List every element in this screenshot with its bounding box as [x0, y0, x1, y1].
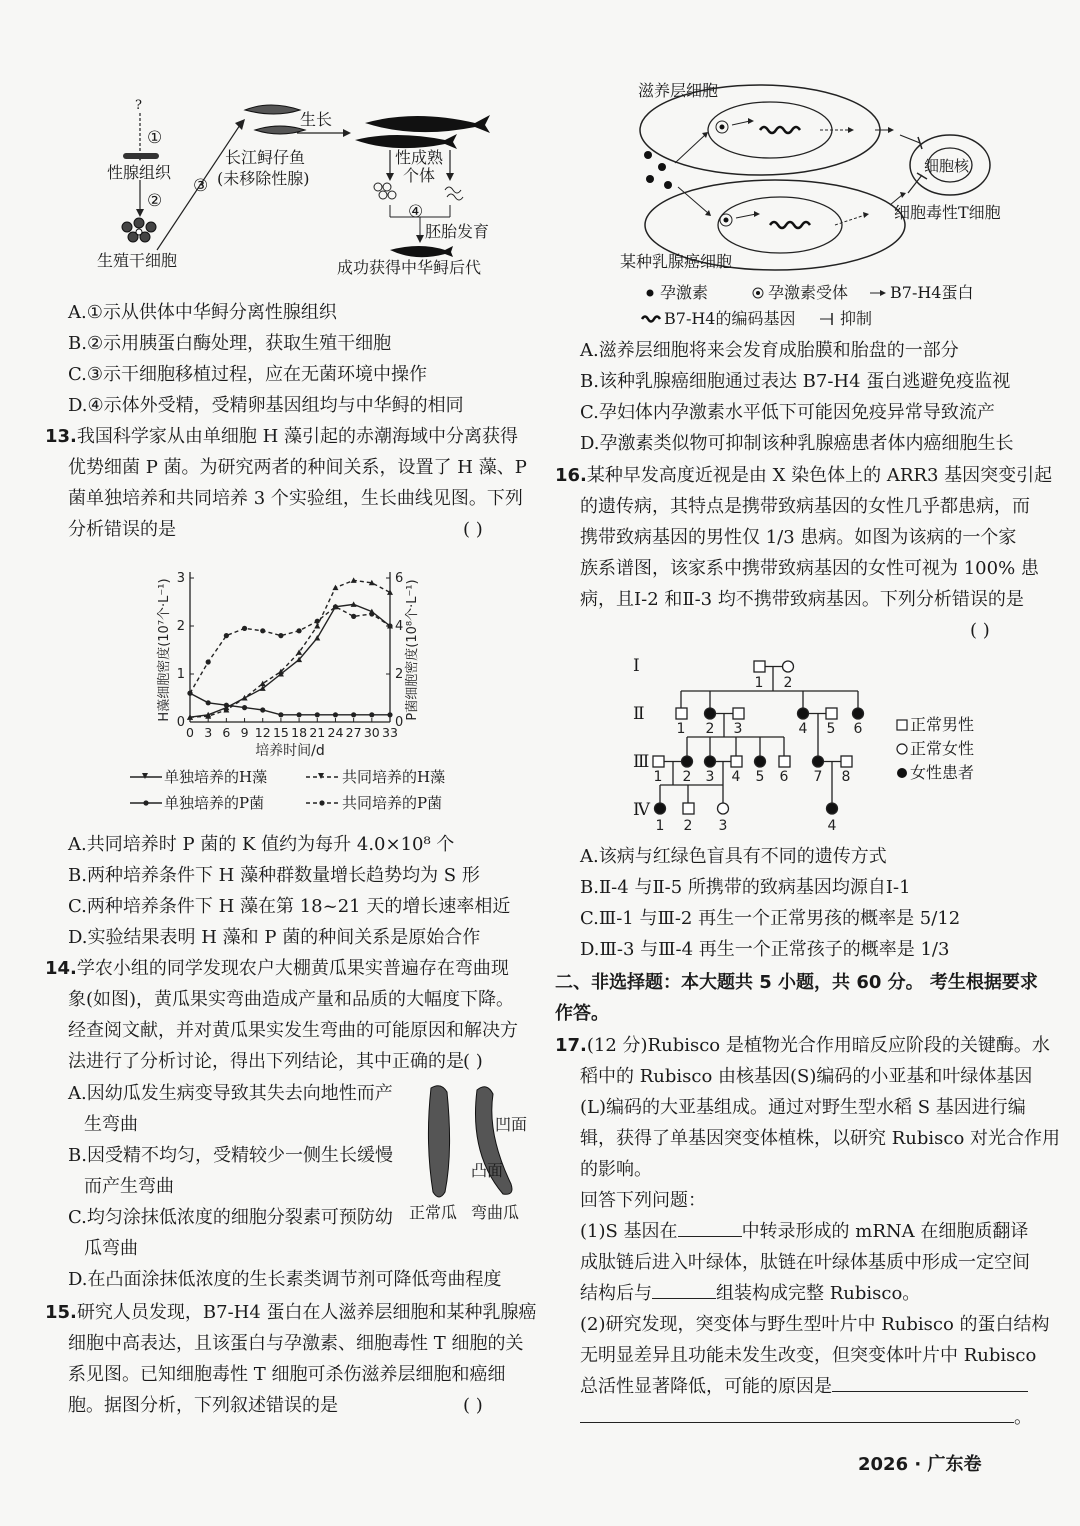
q13-option-c: C.两种培养条件下 H 藻在第 18~21 天的增长速率相近 — [68, 896, 511, 917]
q14-bent-label: 弯曲瓜 — [471, 1203, 520, 1222]
q12-question-mark: ? — [135, 98, 142, 113]
q14-cucumber-figure — [405, 1080, 535, 1230]
series-point-3 — [206, 659, 211, 664]
series-point-1 — [332, 585, 338, 591]
legend-co-p: 共同培养的P菌 — [342, 794, 443, 812]
svg-text:2: 2 — [705, 721, 715, 737]
legend-solo-p: 单独培养的P菌 — [164, 794, 265, 812]
q17-line-4: 辑，获得了单基因突变体植株，以研究 Rubisco 对光合作用 — [580, 1128, 1061, 1149]
series-point-2 — [260, 707, 265, 712]
svg-text:3: 3 — [718, 818, 728, 834]
q15-option-d: D.孕激素类似物可抑制该种乳腺癌患者体内癌细胞生长 — [580, 433, 1014, 454]
x-tick-label: 27 — [345, 725, 362, 740]
q17-p1a: (1)S 基因在 — [580, 1221, 678, 1242]
q15-number: 15. — [45, 1302, 77, 1323]
q14-option-c-cont: 瓜弯曲 — [84, 1238, 138, 1259]
q13-line-3: 菌单独培养和共同培养 3 个实验组，生长曲线见图。下列 — [68, 488, 523, 509]
svg-text:5: 5 — [755, 769, 765, 785]
q17-stem — [555, 1030, 1061, 1433]
q15-stem — [45, 1297, 535, 1421]
svg-text:3: 3 — [705, 769, 715, 785]
q13-stem — [45, 421, 535, 545]
svg-text:7: 7 — [813, 769, 823, 785]
q17-line-6: 回答下列问题： — [580, 1190, 706, 1211]
svg-text:6: 6 — [853, 721, 863, 737]
q17-p2a: (2)研究发现，突变体与野生型叶片中 Rubisco 的蛋白结构 — [580, 1314, 1050, 1335]
q12-mature-label-2: 个体 — [403, 166, 436, 185]
q13-answer-paren: ( ) — [463, 519, 483, 540]
series-point-3 — [224, 633, 229, 638]
y-axis-label-right: P菌细胞密度(10⁸个·L⁻¹) — [405, 579, 420, 721]
y-tick-label-left: 3 — [176, 571, 185, 586]
series-point-1 — [387, 589, 393, 595]
x-tick-label: 0 — [186, 725, 194, 740]
section-2-line-2: 作答。 — [555, 1003, 609, 1024]
troph-cell-label: 滋养层细胞 — [638, 81, 719, 100]
legend-female-patient: 女性患者 — [910, 763, 975, 782]
y-tick-label-left: 1 — [176, 667, 185, 682]
q12-step-2: ② — [147, 191, 163, 211]
q15-line-4: 胞。据图分析，下列叙述错误的是 — [68, 1395, 338, 1416]
q14-option-b-cont: 而产生弯曲 — [84, 1176, 174, 1197]
series-point-2 — [242, 705, 247, 710]
series-point-3 — [333, 604, 338, 609]
legend-normal-female: 正常女性 — [910, 739, 975, 758]
svg-text:1: 1 — [655, 818, 665, 834]
q15-figure — [620, 75, 1040, 335]
q12-gonad-label: 性腺组织 — [107, 163, 172, 182]
y-tick-label-right: 0 — [395, 715, 404, 730]
q17-blank-3[interactable] — [832, 1373, 1028, 1392]
q17-p2c: 总活性显著降低，可能的原因是 — [580, 1376, 832, 1397]
q15-line-3: 系见图。已知细胞毒性 T 细胞可杀伤滋养层细胞和癌细 — [68, 1364, 506, 1385]
x-tick-label: 24 — [327, 725, 344, 740]
q13-option-a: A.共同培养时 P 菌的 K 值约为每升 4.0×10⁸ 个 — [68, 834, 455, 855]
q13-chart-svg — [120, 560, 450, 775]
q16-stem — [555, 460, 1055, 646]
svg-text:5: 5 — [826, 721, 836, 737]
series-point-2 — [387, 712, 392, 717]
q14-normal-label: 正常瓜 — [409, 1203, 458, 1222]
q16-option-a: A.该病与红绿色盲具有不同的遗传方式 — [580, 846, 887, 867]
y-tick-label-right: 6 — [395, 571, 404, 586]
q14-line-2: 象(如图)，黄瓜果实弯曲造成产量和品质的大幅度下降。 — [68, 989, 515, 1010]
series-point-3 — [387, 623, 392, 628]
q16-options — [580, 841, 1050, 965]
tcell-label: 细胞毒性T细胞 — [894, 203, 1001, 222]
q13-option-d: D.实验结果表明 H 藻和 P 菌的种间关系是原始合作 — [68, 927, 481, 948]
series-point-0 — [314, 635, 320, 641]
gen-label-1: Ⅰ — [633, 656, 640, 676]
q16-line-1: 某种早发高度近视是由 X 染色体上的 ARR3 基因突变引起 — [586, 465, 1053, 486]
section-2-line-1: 二、非选择题：本大题共 5 小题，共 60 分。 考生根据要求 — [555, 972, 1038, 993]
legend-solo-h: 单独培养的H藻 — [164, 768, 268, 786]
q17-line-1: (12 分)Rubisco 是植物光合作用暗反应阶段的关键酶。水 — [586, 1035, 1050, 1056]
svg-text:1: 1 — [653, 769, 663, 785]
legend-inhibit: 抑制 — [840, 309, 873, 328]
svg-text:2: 2 — [683, 818, 693, 834]
x-tick-label: 15 — [272, 725, 289, 740]
q12-step-1: ① — [147, 128, 163, 148]
x-tick-label: 6 — [222, 725, 231, 740]
series-point-2 — [333, 712, 338, 717]
svg-text:4: 4 — [731, 769, 741, 785]
pedigree-legend — [895, 713, 1015, 793]
q12-fry-label: 长江鲟仔鱼 — [225, 148, 306, 167]
svg-text:8: 8 — [841, 769, 851, 785]
series-point-1 — [242, 695, 248, 701]
q15-options — [580, 335, 1050, 459]
q13-line-2: 优势细菌 P 菌。为研究两者的种间关系，设置了 H 藻、P — [68, 457, 527, 478]
x-tick-label: 21 — [309, 725, 326, 740]
y-axis-label-left: H藻细胞密度(10⁷个·L⁻¹) — [157, 578, 172, 722]
svg-text:3: 3 — [733, 721, 743, 737]
series-point-2 — [296, 712, 301, 717]
y-tick-label-left: 0 — [176, 715, 185, 730]
y-tick-label-right: 4 — [395, 619, 404, 634]
q12-germ-cell-label: 生殖干细胞 — [97, 251, 178, 270]
gen-label-2: Ⅱ — [633, 704, 645, 724]
legend-b7h4-gene: B7-H4的编码基因 — [664, 309, 796, 328]
q16-number: 16. — [555, 465, 587, 486]
x-tick-label: 12 — [254, 725, 271, 740]
series-point-2 — [224, 703, 229, 708]
q17-p1e: 组装构成完整 Rubisco。 — [716, 1283, 921, 1304]
series-point-3 — [351, 614, 356, 619]
svg-text:1: 1 — [754, 675, 764, 691]
svg-text:4: 4 — [798, 721, 808, 737]
q15-line-2: 细胞中高表达，且该蛋白与孕激素、细胞毒性 T 细胞的关 — [68, 1333, 524, 1354]
q12-options — [68, 297, 538, 421]
y-tick-label-right: 2 — [395, 667, 404, 682]
q16-answer-paren: ( ) — [970, 620, 990, 641]
nucleus-label: 细胞核 — [924, 157, 970, 175]
q16-line-4: 族系谱图，该家系中携带致病基因的女性可视为 100% 患 — [580, 558, 1039, 579]
q16-line-3: 携带致病基因的男性仅 1/3 患病。如图为该病的一个家 — [580, 527, 1017, 548]
q15-answer-paren: ( ) — [463, 1395, 483, 1416]
q17-line-5: 的影响。 — [580, 1159, 652, 1180]
q15-line-1: 研究人员发现，B7-H4 蛋白在人滋养层细胞和某种乳腺癌 — [76, 1302, 537, 1323]
series-point-2 — [315, 712, 320, 717]
q15-option-c: C.孕妇体内孕激素水平低下可能因免疫异常导致流产 — [580, 402, 995, 423]
q14-number: 14. — [45, 958, 77, 979]
q12-step-3: ③ — [193, 176, 209, 196]
x-tick-label: 33 — [382, 725, 398, 740]
q17-end-mark: 。 — [1014, 1407, 1032, 1428]
series-line-3 — [190, 607, 390, 693]
q14-line-3: 经查阅文献，并对黄瓜果实发生弯曲的可能原因和解决方 — [68, 1020, 518, 1041]
pedigree-drawing — [628, 655, 898, 840]
series-point-3 — [369, 611, 374, 616]
q17-p1b: 中转录形成的 mRNA 在细胞质翻译 — [741, 1221, 1029, 1242]
q16-pedigree — [628, 655, 898, 840]
q17-line-3: (L)编码的大亚基组成。通过对野生型水稻 S 基因进行编 — [580, 1097, 1026, 1118]
q12-option-b: B.②示用胰蛋白酶处理，获取生殖干细胞 — [68, 333, 392, 354]
q17-p1d: 结构后与 — [580, 1283, 652, 1304]
q17-p1c: 成肽链后进入叶绿体，肽链在叶绿体基质中形成一定空间 — [580, 1252, 1030, 1273]
q15-option-b: B.该种乳腺癌细胞通过表达 B7-H4 蛋白逃避免疫监视 — [580, 371, 1011, 392]
q12-grow-label: 生长 — [300, 110, 333, 129]
q12-fry-note: (未移除性腺) — [217, 169, 310, 188]
q13-line-1: 我国科学家从由单细胞 H 藻引起的赤潮海域中分离获得 — [76, 426, 519, 447]
gen-label-4: Ⅳ — [633, 800, 650, 820]
series-line-0 — [190, 604, 390, 717]
x-tick-label: 3 — [204, 725, 213, 740]
x-tick-label: 18 — [291, 725, 308, 740]
svg-text:4: 4 — [827, 818, 837, 834]
q13-option-b: B.两种培养条件下 H 藻种群数量增长趋势均为 S 形 — [68, 865, 480, 886]
q14-stem — [45, 953, 535, 1077]
q13-number: 13. — [45, 426, 77, 447]
q14-option-c: C.均匀涂抹低浓度的细胞分裂素可预防幼 — [68, 1207, 393, 1228]
q17-line-2: 稻中的 Rubisco 由核基因(S)编码的小亚基和叶绿体基因 — [580, 1066, 1033, 1087]
q12-figure — [95, 95, 515, 295]
series-point-3 — [315, 619, 320, 624]
q14-concave-label: 凹面 — [495, 1115, 528, 1134]
x-tick-label: 9 — [240, 725, 249, 740]
q14-line-4: 法进行了分析讨论，得出下列结论，其中正确的是 — [68, 1051, 464, 1072]
q17-blank-2[interactable] — [652, 1280, 716, 1299]
q14-line-1: 学农小组的同学发现农户大棚黄瓜果实普遍存在弯曲现 — [76, 958, 509, 979]
cancer-cell-label: 某种乳腺癌细胞 — [620, 252, 733, 271]
legend-progesterone: 孕激素 — [660, 283, 709, 302]
legend-normal-male: 正常男性 — [910, 715, 975, 734]
q12-option-c: C.③示干细胞移植过程，应在无菌环境中操作 — [68, 364, 427, 385]
svg-text:1: 1 — [676, 721, 686, 737]
series-point-3 — [296, 628, 301, 633]
q13-chart-legend — [128, 764, 488, 824]
page-footer: 2026 · 广东卷 — [858, 1454, 982, 1475]
series-point-1 — [314, 623, 320, 629]
series-line-1 — [190, 580, 390, 717]
q14-option-a-cont: 生弯曲 — [84, 1114, 138, 1135]
series-point-3 — [242, 626, 247, 631]
q16-option-d: D.Ⅲ-3 与Ⅲ-4 再生一个正常孩子的概率是 1/3 — [580, 939, 950, 960]
gen-label-3: Ⅲ — [633, 752, 650, 772]
q16-line-2: 的遗传病，其特点是携带致病基因的女性几乎都患病，而 — [580, 496, 1030, 517]
q16-line-5: 病，且Ⅰ-2 和Ⅱ-3 均不携带致病基因。下列分析错误的是 — [580, 589, 1024, 610]
q14-option-d: D.在凸面涂抹低浓度的生长素类调节剂可降低弯曲程度 — [68, 1269, 502, 1290]
series-point-2 — [278, 712, 283, 717]
q13-chart — [120, 560, 450, 775]
q16-option-b: B.Ⅱ-4 与Ⅱ-5 所携带的致病基因均源自Ⅰ-1 — [580, 877, 911, 898]
q12-mature-label: 性成熟 — [395, 148, 444, 167]
q14-answer-paren: ( ) — [463, 1051, 483, 1072]
series-point-2 — [206, 700, 211, 705]
q12-option-d: D.④示体外受精，受精卵基因组均与中华鲟的相同 — [68, 395, 464, 416]
legend-co-h: 共同培养的H藻 — [342, 768, 446, 786]
svg-text:2: 2 — [783, 675, 793, 691]
legend-receptor: 孕激素受体 — [768, 283, 849, 302]
series-point-2 — [369, 712, 374, 717]
q12-embryo-label: 胚胎发育 — [425, 222, 490, 241]
series-point-3 — [260, 628, 265, 633]
y-tick-label-left: 2 — [176, 619, 185, 634]
series-point-2 — [351, 712, 356, 717]
series-point-3 — [278, 633, 283, 638]
legend-b7h4-protein: B7-H4蛋白 — [890, 283, 974, 302]
q12-option-a: A.①示从供体中华鲟分离性腺组织 — [68, 302, 337, 323]
q12-step-4: ④ — [408, 202, 424, 222]
x-axis-label: 培养时间/d — [255, 743, 325, 759]
q16-option-c: C.Ⅲ-1 与Ⅲ-2 再生一个正常男孩的概率是 5/12 — [580, 908, 961, 929]
q15-option-a: A.滋养层细胞将来会发育成胎膜和胎盘的一部分 — [580, 340, 959, 361]
q17-blank-4[interactable] — [580, 1404, 1014, 1423]
section-2-header — [555, 967, 1045, 1029]
x-tick-label: 30 — [363, 725, 380, 740]
q13-options — [68, 829, 538, 953]
q12-result-label: 成功获得中华鲟后代 — [337, 258, 482, 277]
q14-option-a: A.因幼瓜发生病变导致其失去向地性而产 — [68, 1083, 393, 1104]
q13-line-4: 分析错误的是 — [68, 519, 176, 540]
q17-number: 17. — [555, 1035, 587, 1056]
svg-text:2: 2 — [682, 769, 692, 785]
q14-convex-label: 凸面 — [471, 1161, 504, 1180]
svg-text:6: 6 — [779, 769, 789, 785]
q17-blank-1[interactable] — [678, 1218, 742, 1237]
q14-option-b: B.因受精不均匀，受精较少一侧生长缓慢 — [68, 1145, 393, 1166]
q17-p2b: 无明显差异且功能未发生改变，但突变体叶片中 Rubisco — [580, 1345, 1037, 1366]
series-point-3 — [187, 691, 192, 696]
